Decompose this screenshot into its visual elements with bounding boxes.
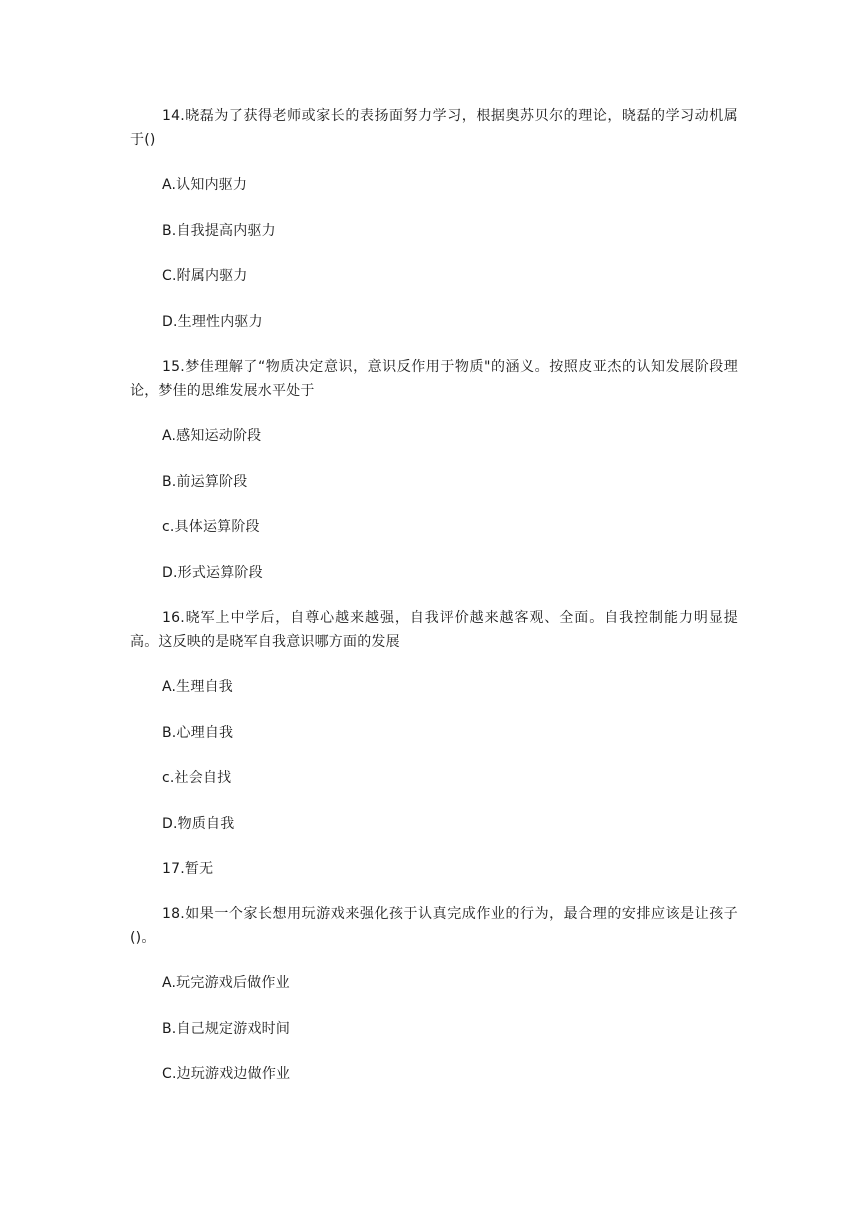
option-a: A.认知内驱力: [162, 177, 248, 193]
question-text: 17.暂无: [162, 861, 214, 877]
question-16: [130, 606, 738, 836]
option-b: B.前运算阶段: [162, 473, 248, 490]
question-15: [130, 355, 738, 585]
question-text: 16.晓军上中学后，自尊心越来越强，自我评价越来越客观、全面。自我控制能力明显提高。这反映的是晓军自我意识哪方面的发展: [130, 610, 738, 650]
option-c: c.具体运算阶段: [162, 519, 260, 535]
option-c: c.社会自找: [162, 770, 232, 786]
option-d: D.物质自我: [162, 815, 235, 832]
option-a: A.生理自我: [162, 679, 233, 695]
option-b: B.自己规定游戏时间: [162, 1020, 291, 1037]
option-a: A.感知运动阶段: [162, 428, 262, 444]
option-d: D.生理性内驱力: [162, 313, 263, 330]
option-d: D.形式运算阶段: [162, 564, 263, 581]
document-body: [130, 104, 738, 1108]
option-a: A.玩完游戏后做作业: [162, 975, 290, 991]
question-text: 18.如果一个家长想用玩游戏来强化孩于认真完成作业的行为，最合理的安排应该是让孩子()。: [130, 906, 738, 946]
question-text: 15.梦佳理解了“物质决定意识，意识反作用于物质"的涵义。按照皮亚杰的认知发展阶段理论，梦佳的思维发展水平处于: [130, 359, 738, 399]
question-14: [130, 104, 738, 334]
question-18: [130, 902, 738, 1086]
question-text: 14.晓磊为了获得老师或家长的表扬面努力学习，根据奥苏贝尔的理论，晓磊的学习动机属于(): [130, 108, 738, 148]
option-c: C.附属内驱力: [162, 268, 248, 284]
question-17: [130, 857, 738, 881]
option-b: B.心理自我: [162, 724, 234, 741]
option-c: C.边玩游戏边做作业: [162, 1066, 291, 1082]
option-b: B.自我提高内驱力: [162, 222, 276, 239]
